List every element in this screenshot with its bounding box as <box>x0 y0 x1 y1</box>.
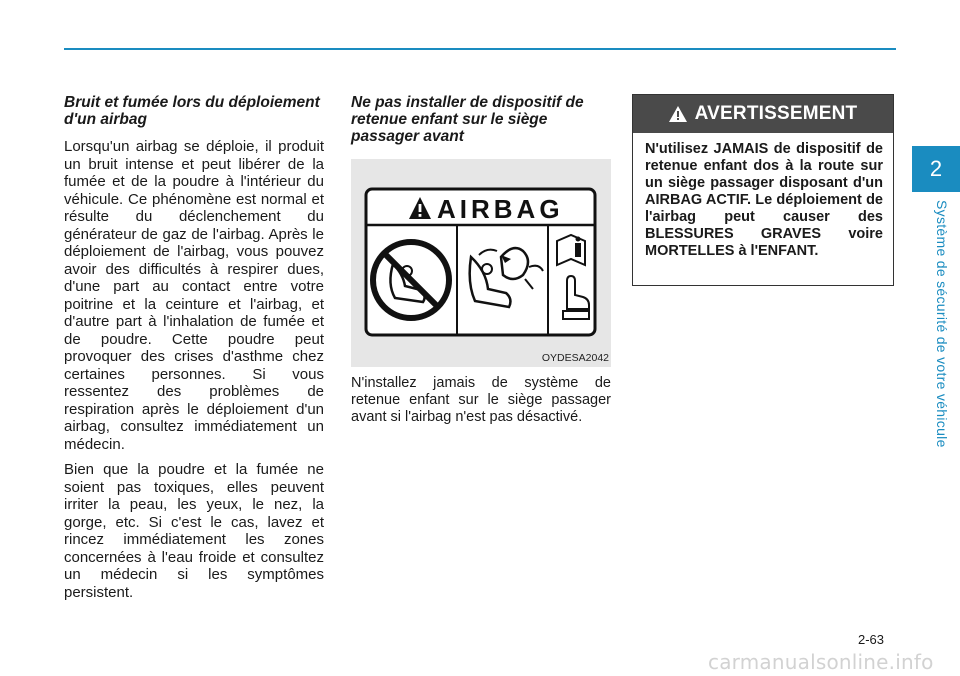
warning-box <box>632 94 894 286</box>
airbag-label-text: AIRBAG <box>437 194 564 224</box>
footer-watermark[interactable]: carmanualsonline.info <box>708 650 934 674</box>
warning-text: N'utilisez JAMAIS de dispositif de retenue enfant dos à la route sur un siège passager disposant d'un AIRBAG ACTIF. Le déploiement de l'airbag peut causer des BLESSURES GRAVES voire MORTELLES à l'ENFANT. <box>645 141 883 259</box>
chapter-title: Système de sécurité de votre véhicule <box>934 200 950 448</box>
heading-child-seat: Ne pas installer de dispositif de retenue enfant sur le siège passager avant <box>351 94 584 145</box>
column-child-seat <box>351 94 611 434</box>
warning-title: AVERTISSEMENT <box>694 103 858 124</box>
column-noise-smoke <box>64 94 324 609</box>
page-number: 2-63 <box>858 632 885 647</box>
heading-noise-smoke: Bruit et fumée lors du déploiement d'un airbag <box>64 94 320 128</box>
chapter-number-tab[interactable] <box>912 146 960 192</box>
warning-header <box>633 95 893 133</box>
paragraph-child-seat: N'installez jamais de système de retenue enfant sur le siège passager avant si l'airbag n'est pas désactivé. <box>351 375 611 425</box>
airbag-label-figure <box>351 159 611 367</box>
warning-triangle-icon <box>669 106 687 122</box>
top-rule <box>64 48 896 50</box>
paragraph-powder-smoke: Bien que la poudre et la fumée ne soient pas toxiques, elles peuvent irriter la peau, les yeux, le nez, la gorge, etc. Si c'est le cas, lavez et rincez immédiatement les zones concernées à l'eau froide et consultez un médecin si les symptômes persistent. <box>64 461 324 601</box>
airbag-label-illustration <box>351 159 611 367</box>
paragraph-deployment-effects: Lorsqu'un airbag se déploie, il produit un bruit intense et peut libérer de la fumée et de la poudre à l'intérieur du véhicule. Ce phénomène est normal et résulte du déclenchement du générateur de gaz de l'airbag. Après le déploiement de l'airbag, vous pouvez avoir des difficultés à respirer dues, d'une part au contact entre votre poitrine et la ceinture et l'airbag, et d'autre part à l'inhalation de fumée et de poudre. Cette poudre peut provoquer des crises d'asthme chez certaines personnes. Si vous ressentez des problèmes de respiration après le déploiement d'un airbag, consultez immédiatement un médecin. <box>64 138 324 453</box>
figure-code: OYDESA2042 <box>541 351 609 364</box>
chapter-number: 2 <box>929 156 943 181</box>
